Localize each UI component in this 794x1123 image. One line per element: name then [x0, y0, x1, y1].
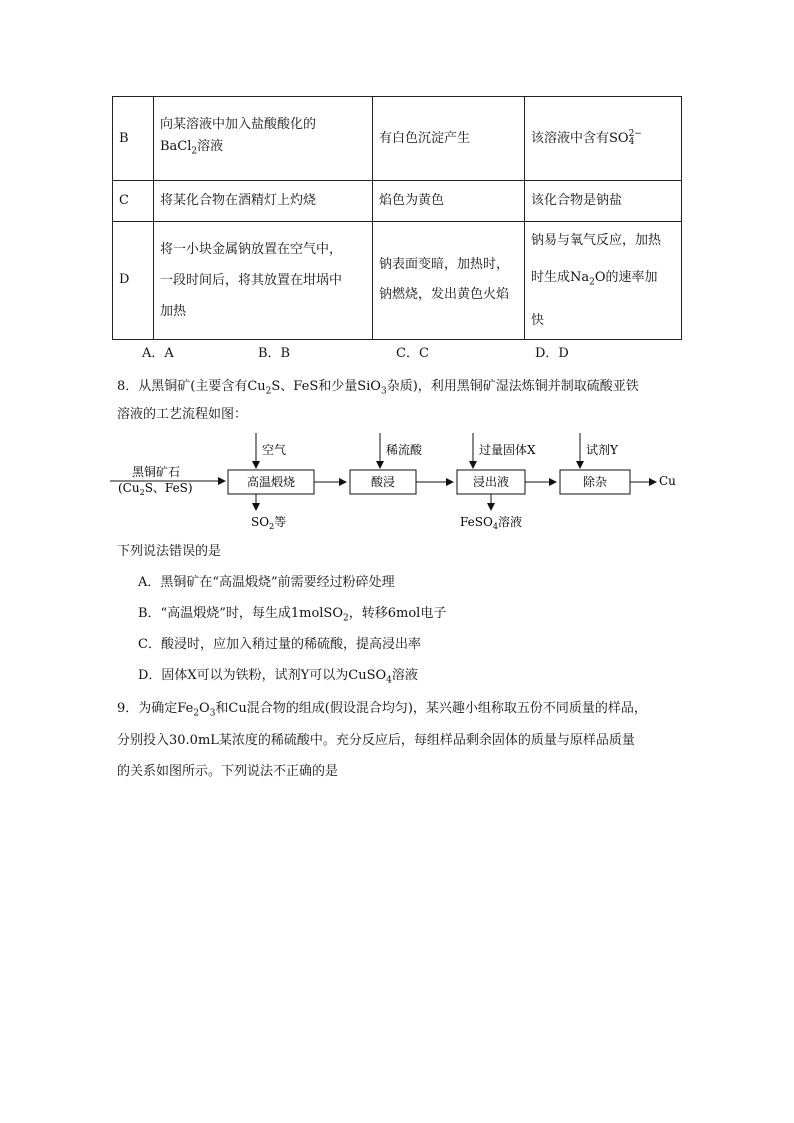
flow-output: Cu: [659, 474, 676, 488]
add-air: 空气: [262, 443, 287, 457]
choice-d[interactable]: D．D: [535, 346, 569, 361]
q8-option-c[interactable]: C．酸浸时，应加入稍过量的稀硫酸，提高浸出率: [138, 637, 421, 652]
q9-stem-line2: 分别投入30.0mL某浓度的稀硫酸中。充分反应后，每组样品剩余固体的质量与原样品质量: [117, 733, 635, 748]
q8-option-a[interactable]: A．黑铜矿在“高温煅烧”前需要经过粉碎处理: [138, 575, 395, 590]
box-acid-leach-label: 酸浸: [370, 475, 396, 489]
out-so2: $SO_2$等: [251, 515, 287, 531]
choice-b[interactable]: B．B: [258, 346, 291, 361]
q8-stem-line1: 8．从黑铜矿(主要含有$Cu_2S$、FeS和少量SiO$_3$杂质)，利用黑铜矿湿法炼铜并制取硫酸亚铁: [117, 379, 639, 397]
row-label: D: [113, 222, 154, 340]
add-acid: 稀流酸: [386, 443, 423, 457]
q9-stem-line1: 9．为确定$Fe_2O_3$和Cu混合物的组成(假设混合均匀)，某兴趣小组称取五份不同质量的样品，: [117, 701, 647, 719]
box-roasting-label: 高温煅烧: [246, 475, 296, 489]
q8-option-d[interactable]: D．固体X可以为铁粉，试剂Y可以为CuSO$_4$溶液: [138, 668, 418, 686]
choice-c[interactable]: C．C: [396, 346, 429, 361]
row-label: B: [113, 97, 154, 181]
out-feso4: FeSO$_4$溶液: [460, 515, 522, 531]
q8-stem-line2: 溶液的工艺流程如图：: [117, 407, 248, 422]
operation-cell: 向某溶液中加入盐酸酸化的 BaCl$_2$溶液: [154, 97, 373, 181]
table-row: [113, 222, 682, 340]
box-purify-label: 除杂: [582, 475, 608, 489]
phenomenon-cell: 钠表面变暗，加热时， 钠燃烧，发出黄色火焰: [373, 222, 525, 340]
flow-input-formula: ($Cu_2S$、FeS): [118, 481, 193, 497]
conclusion-cell: 钠易与氧气反应，加热 时生成$Na_2O$的速率加 快: [525, 222, 682, 340]
phenomenon-cell: 有白色沉淀产生: [373, 97, 525, 181]
add-solid-x: 过量固体X: [479, 443, 536, 457]
q8-question: 下列说法错误的是: [117, 544, 222, 559]
table-row: [113, 181, 682, 222]
choice-a[interactable]: A．A: [142, 346, 174, 361]
operation-cell: 将一小块金属钠放置在空气中， 一段时间后，将其放置在坩埚中 加热: [154, 222, 373, 340]
phenomenon-cell: 焰色为黄色: [373, 181, 525, 222]
row-label: C: [113, 181, 154, 222]
box-leachate-label: 浸出液: [472, 475, 510, 489]
experiment-table: [112, 96, 682, 340]
q8-option-b[interactable]: B．“高温煅烧”时，每生成1molSO$_2$，转移6mol电子: [138, 606, 447, 624]
conclusion-cell: 该化合物是钠盐: [525, 181, 682, 222]
table-row: [113, 97, 682, 181]
conclusion-cell: 该溶液中含有SO 2− 4: [525, 97, 682, 181]
add-reagent-y: 试剂Y: [586, 443, 618, 457]
flow-input-label: 黑铜矿石: [132, 465, 181, 479]
operation-cell: 将某化合物在酒精灯上灼烧: [154, 181, 373, 222]
process-flow-diagram: [110, 430, 690, 540]
q9-stem-line3: 的关系如图所示。下列说法不正确的是: [117, 764, 339, 779]
